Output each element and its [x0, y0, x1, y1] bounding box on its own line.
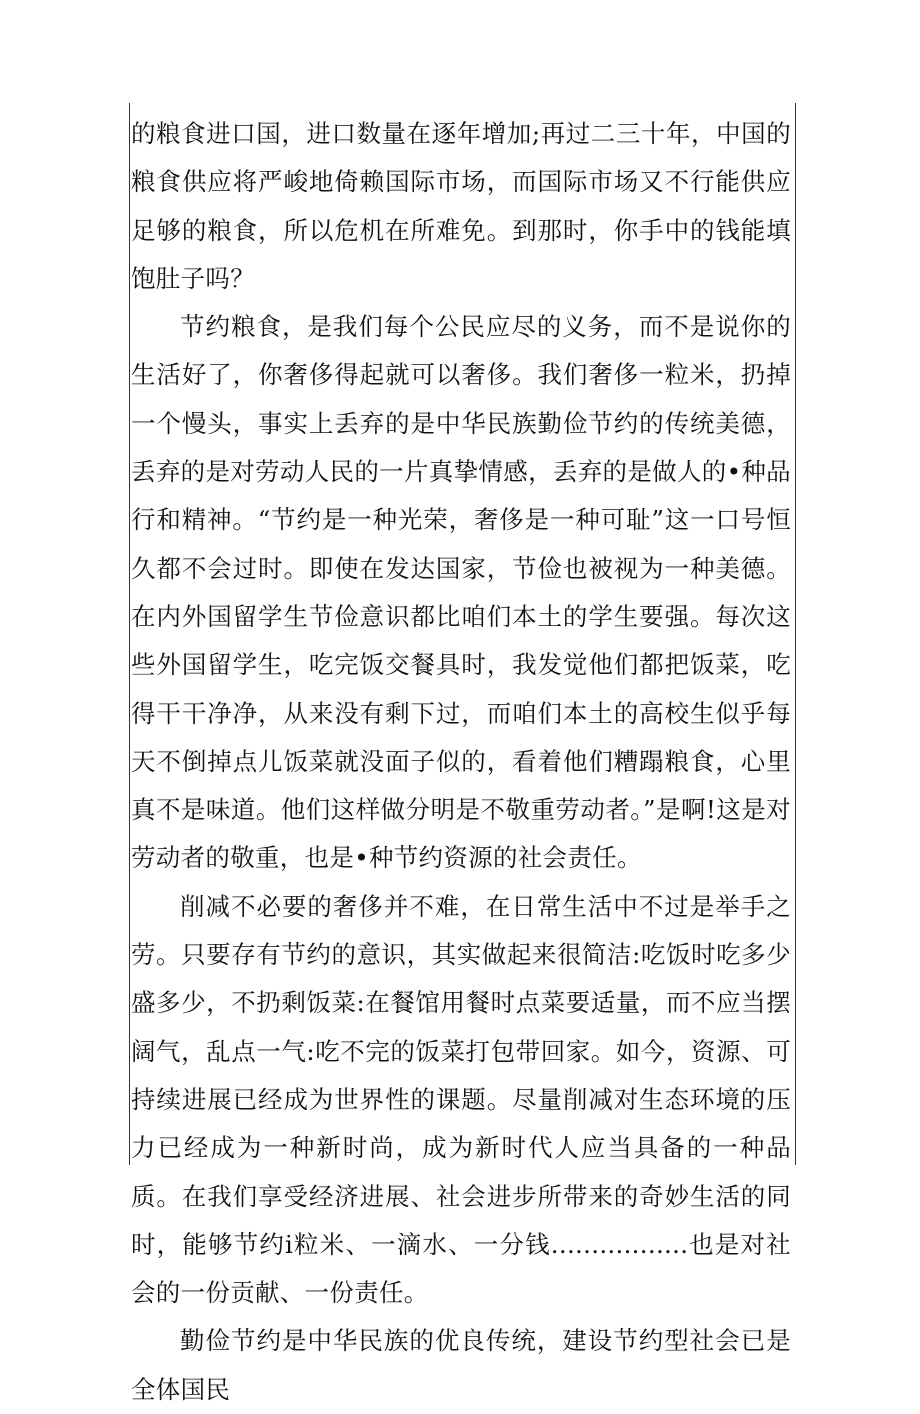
- document-body: [131, 110, 791, 1414]
- paragraph-4: 勤俭节约是中华民族的优良传统，建设节约型社会已是全体国民: [131, 1326, 791, 1404]
- paragraph-3: 削减不必要的奢侈并不难，在日常生活中不过是举手之劳。只要存有节约的意识，其实做起来很简洁:吃饭时吃多少盛多少，不扔剩饭菜:在餐馆用餐时点菜要适量，而不应当摆阔气，乱点一气:吃不完的饭菜打包带回家。如今，资源、可持续进展已经成为世界性的课题。尽量削减对生态环境的压力已经成为一种新时尚，成为新时代人应当具备的一种品质。在我们享受经济进展、社会进步所带来的奇妙生活的同时，能够节约i粒米、一滴水、一分钱.................也是对社会的一份贡献、一份责任。: [131, 891, 791, 1308]
- paragraph-1: 的粮食进口国，进口数量在逐年增加;再过二三十年，中国的粮食供应将严峻地倚赖国际市场，而国际市场又不行能供应足够的粮食，所以危机在所难免。到那时，你手中的钱能填饱肚子吗？: [131, 119, 791, 293]
- left-border-line: [129, 103, 130, 1165]
- paragraph-2: 节约粮食，是我们每个公民应尽的义务，而不是说你的生活好了，你奢侈得起就可以奢侈。我们奢侈一粒米，扔掉一个慢头，事实上丢弃的是中华民族勤俭节约的传统美德，丢弃的是对劳动人民的一片真挚情感，丢弃的是做人的•种品行和精神。“节约是一种光荣，奢侈是一种可耻”这一口号恒久都不会过时。即使在发达国家，节俭也被视为一种美德。在内外国留学生节俭意识都比咱们本土的学生要强。每次这些外国留学生，吃完饭交餐具时，我发觉他们都把饭菜，吃得干干净净，从来没有剩下过，而咱们本土的高校生似乎每天不倒掉点儿饭菜就没面子似的，看着他们糟蹋粮食，心里真不是味道。他们这样做分明是不敬重劳动者。”是啊!这是对劳动者的敬重，也是•种节约资源的社会责任。: [131, 312, 791, 873]
- right-border-line: [795, 103, 796, 1165]
